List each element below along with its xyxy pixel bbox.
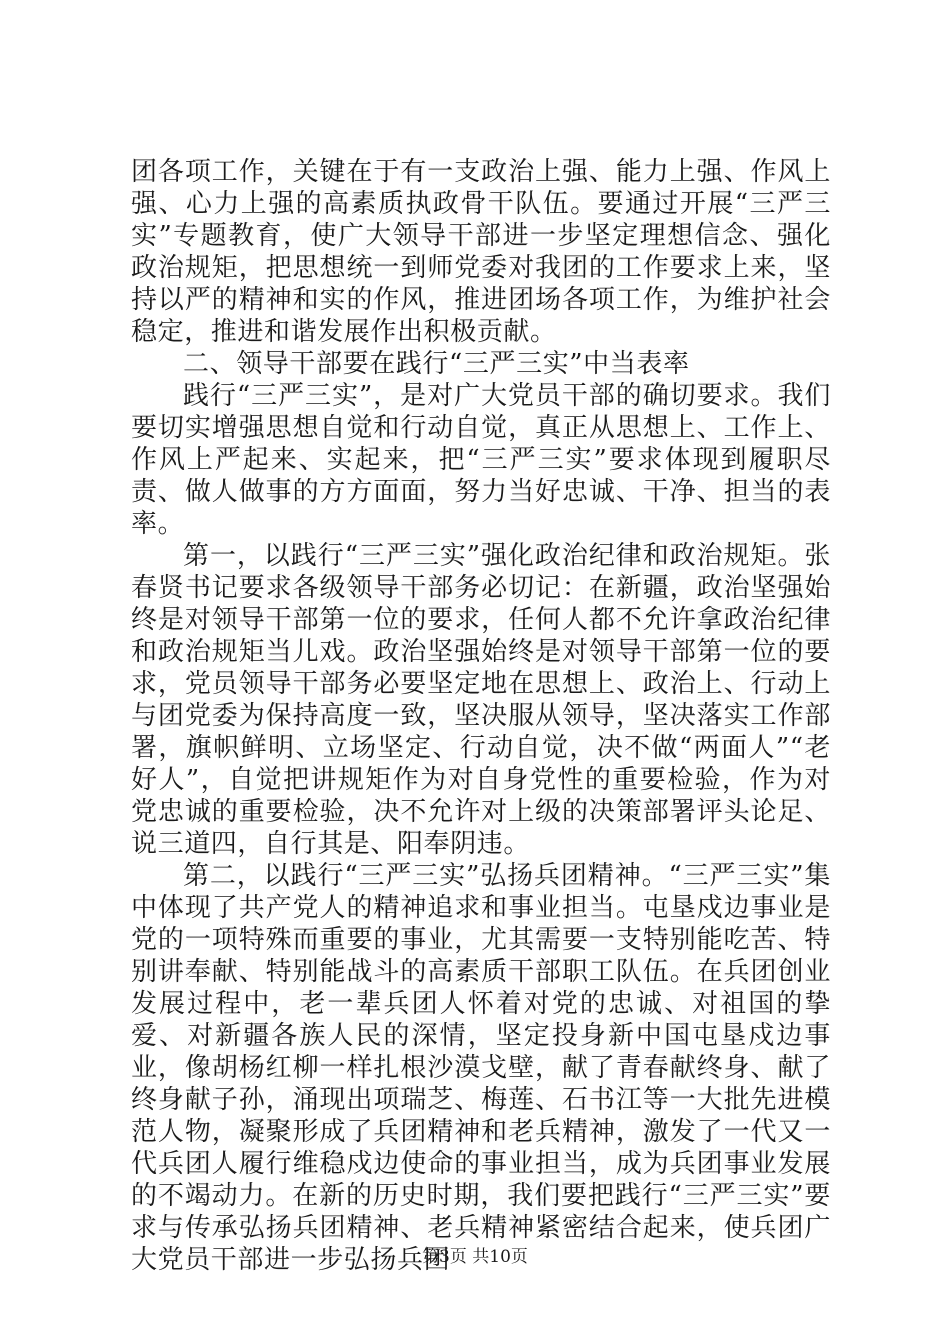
paragraph: 第二，以践行“三严三实”弘扬兵团精神。“三严三实”集中体现了共产党人的精神追求和事业担当。屯垦戍边事业是党的一项特殊而重要的事业，尤其需要一支特别能吃苦、特别讲奉献、特别能战斗的高素质干部职工队伍。在兵团创业发展过程中，老一辈兵团人怀着对党的忠诚、对祖国的挚爱、对新疆各族人民的深情，坚定投身新中国屯垦戍边事业，像胡杨红柳一样扎根沙漠戈壁，献了青春献终身、献了终身献子孙，涌现出项瑞芝、梅莲、石书江等一大批先进模范人物，凝聚形成了兵团精神和老兵精神，激发了一代又一代兵团人履行维稳戍边使命的事业担当，成为兵团事业发展的不竭动力。在新的历史时期，我们要把践行“三严三实”要求与传承弘扬兵团精神、老兵精神紧密结合起来，使兵团广大党员干部进一步弘扬兵团 [131, 861, 831, 1275]
page-number-footer: 第3页 共10页 [422, 1247, 528, 1267]
paragraph: 践行“三严三实”，是对广大党员干部的确切要求。我们要切实增强思想自觉和行动自觉，真正从思想上、工作上、作风上严起来、实起来，把“三严三实”要求体现到履职尽责、做人做事的方方面面，努力当好忠诚、干净、担当的表率。 [131, 381, 831, 539]
section-heading: 二、领导干部要在践行“三严三实”中当表率 [183, 349, 690, 379]
paragraph-continuation: 团各项工作，关键在于有一支政治上强、能力上强、作风上强、心力上强的高素质执政骨干队伍。要通过开展“三严三实”专题教育，使广大领导干部进一步坚定理想信念、强化政治规矩，把思想统一到师党委对我团的工作要求上来，坚持以严的精神和实的作风，推进团场各项工作，为维护社会稳定，推进和谐发展作出积极贡献。 [131, 157, 831, 347]
paragraph: 第一，以践行“三严三实”强化政治纪律和政治规矩。张春贤书记要求各级领导干部务必切记：在新疆，政治坚强始终是对领导干部第一位的要求，任何人都不允许拿政治纪律和政治规矩当儿戏。政治坚强始终是对领导干部第一位的要求，党员领导干部务必要坚定地在思想上、政治上、行动上与团党委为保持高度一致，坚决服从领导，坚决落实工作部署，旗帜鲜明、立场坚定、行动自觉，决不做“两面人”“老好人”，自觉把讲规矩作为对自身党性的重要检验，作为对党忠诚的重要检验，决不允许对上级的决策部署评头论足、说三道四，自行其是、阳奉阴违。 [131, 541, 831, 859]
document-body [131, 156, 831, 1276]
